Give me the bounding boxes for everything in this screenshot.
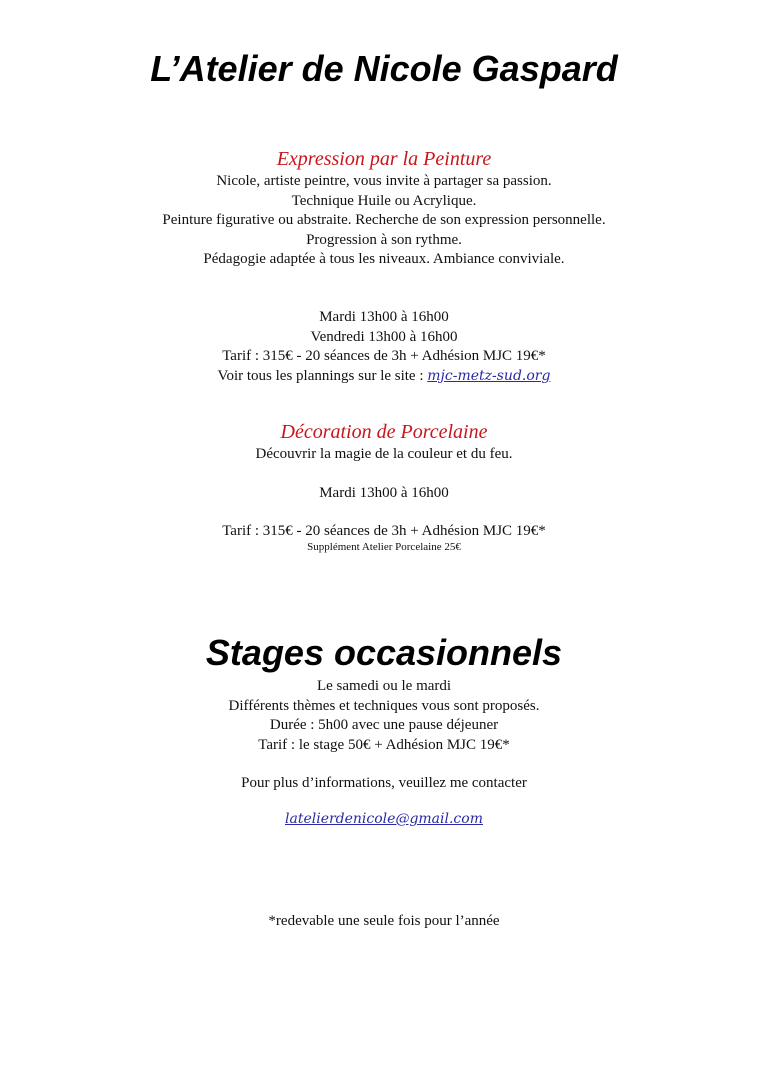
porcelain-heading: Décoration de Porcelaine bbox=[280, 421, 488, 443]
plannings-line bbox=[0, 367, 768, 387]
porcelain-tarif: Tarif : 315€ - 20 séances de 3h + Adhésion MJC 19€* bbox=[222, 523, 546, 539]
stages-line: Différents thèmes et techniques vous sont proposés. bbox=[228, 697, 540, 714]
stages-line: Tarif : le stage 50€ + Adhésion MJC 19€* bbox=[258, 736, 510, 753]
site-link[interactable]: mjc-metz-sud.org bbox=[427, 367, 551, 384]
stages-title: Stages occasionnels bbox=[205, 632, 563, 673]
porcelain-schedule: Mardi 13h00 à 16h00 bbox=[319, 485, 449, 501]
painting-line: Progression à son rythme. bbox=[306, 231, 462, 248]
painting-line: Nicole, artiste peintre, vous invite à partager sa passion. bbox=[216, 173, 552, 189]
stages-line: Le samedi ou le mardi bbox=[316, 678, 452, 694]
painting-line: Peinture figurative ou abstraite. Recherche de son expression personnelle. bbox=[162, 212, 606, 228]
schedule-line: Vendredi 13h00 à 16h00 bbox=[310, 328, 458, 345]
painting-line: Pédagogie adaptée à tous les niveaux. Ambiance conviviale. bbox=[203, 251, 565, 267]
painting-line: Technique Huile ou Acrylique. bbox=[291, 192, 477, 209]
plannings-text: Voir tous les plannings sur le site : bbox=[217, 367, 428, 384]
painting-tarif: Tarif : 315€ - 20 séances de 3h + Adhésion MJC 19€* bbox=[222, 348, 546, 364]
painting-schedule bbox=[0, 308, 768, 386]
painting-description bbox=[0, 172, 768, 270]
painting-heading: Expression par la Peinture bbox=[276, 148, 492, 170]
stages-details bbox=[0, 677, 768, 755]
porcelain-description: Découvrir la magie de la couleur et du feu. bbox=[255, 446, 513, 462]
email-row bbox=[0, 810, 768, 828]
schedule-line: Mardi 13h00 à 16h00 bbox=[319, 309, 449, 325]
email-link[interactable]: latelierdenicole@gmail.com bbox=[285, 811, 483, 827]
contact-text: Pour plus d’informations, veuillez me contacter bbox=[241, 775, 527, 791]
footnote: *redevable une seule fois pour l’année bbox=[268, 913, 500, 929]
page-title: L’Atelier de Nicole Gaspard bbox=[150, 48, 618, 89]
stages-line: Durée : 5h00 avec une pause déjeuner bbox=[269, 717, 499, 733]
porcelain-supplement: Supplément Atelier Porcelaine 25€ bbox=[307, 541, 461, 553]
